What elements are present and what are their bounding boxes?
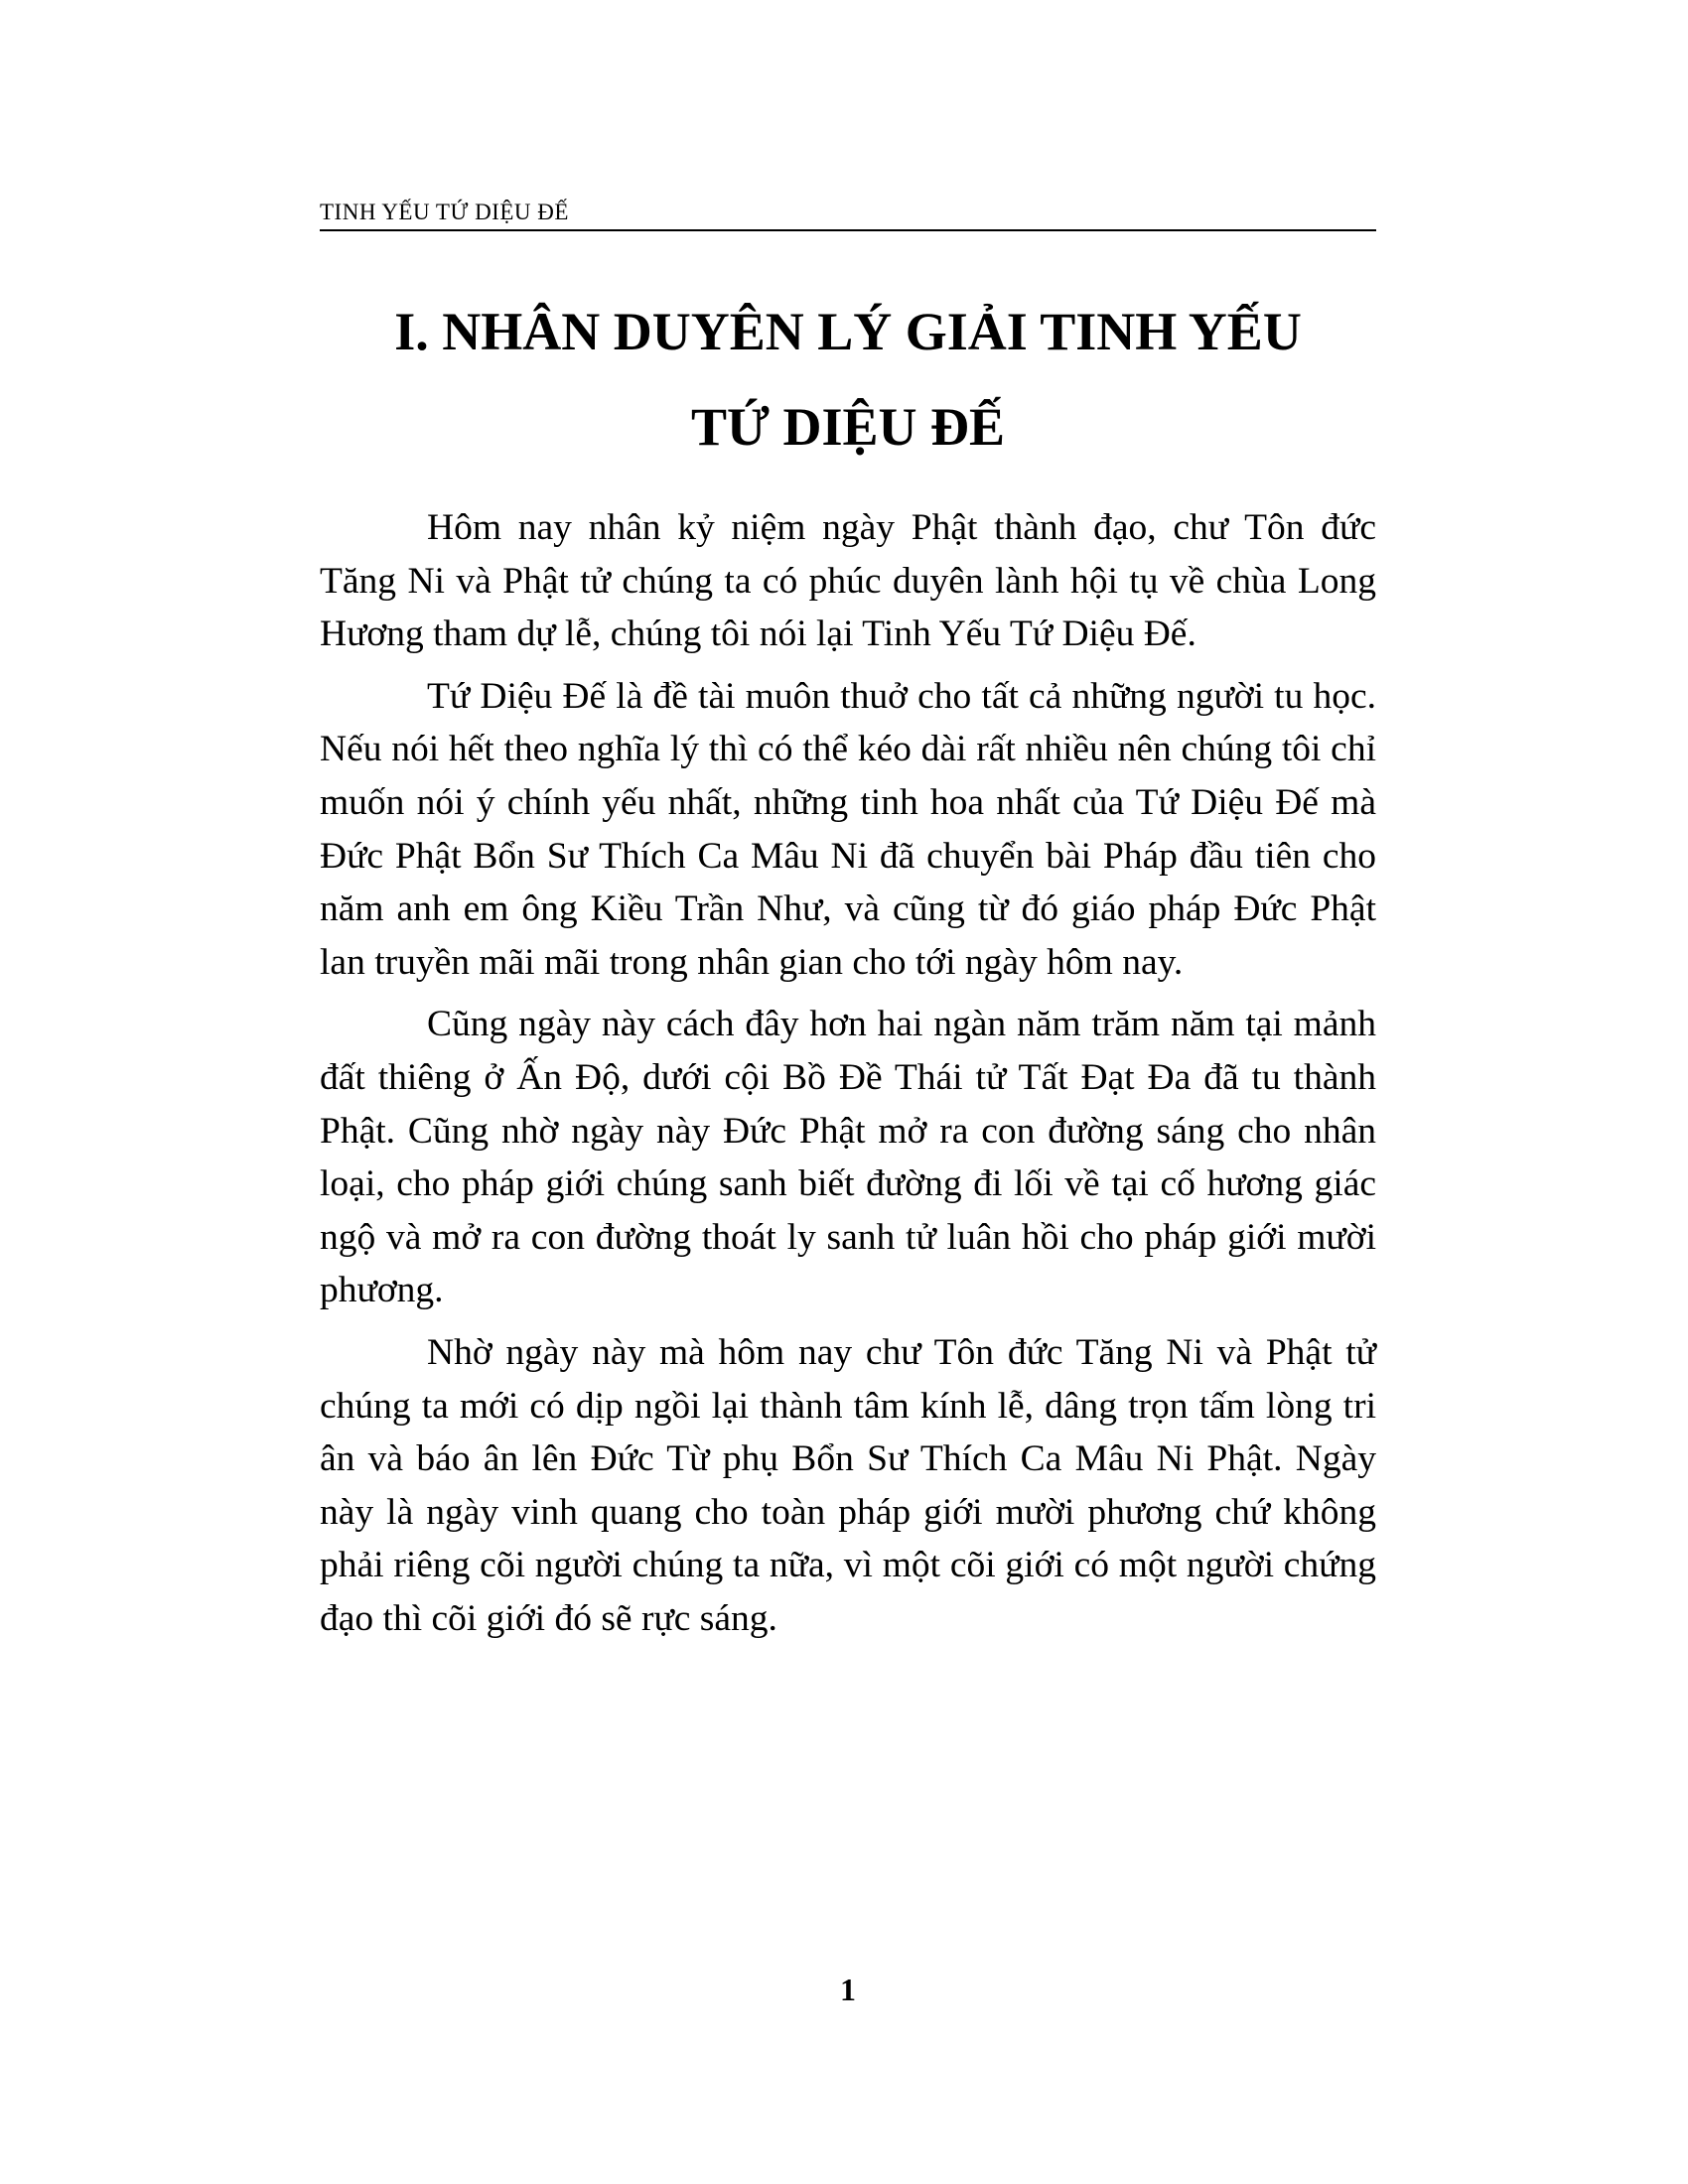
chapter-title-line-1: I. NHÂN DUYÊN LÝ GIẢI TINH YẾU [394, 302, 1302, 361]
chapter-title-line-2: TỨ DIỆU ĐẾ [690, 397, 1006, 457]
paragraph: Nhờ ngày này mà hôm nay chư Tôn đức Tăng Ni và Phật tử chúng ta mới có dịp ngồi lại thành tâm kính lễ, dâng trọn tấm lòng tri ân và báo ân lên Đức Từ phụ Bổn Sư Thích Ca Mâu Ni Phật. Ngày này là ngày vinh quang cho toàn pháp giới mười phương chứ không phải riêng cõi người chúng ta nữa, vì một cõi giới có một người chứng đạo thì cõi giới đó sẽ rực sáng. [320, 1331, 1376, 1639]
paragraph: Cũng ngày này cách đây hơn hai ngàn năm trăm năm tại mảnh đất thiêng ở Ấn Độ, dưới cội Bồ Đề Thái tử Tất Đạt Đa đã tu thành Phật. Cũng nhờ ngày này Đức Phật mở ra con đường sáng cho nhân loại, cho pháp giới chúng sanh biết đường đi lối về tại cố hương giác ngộ và mở ra con đường thoát ly sanh tử luân hồi cho pháp giới mười phương. [320, 1004, 1376, 1311]
paragraph: Tứ Diệu Đế là đề tài muôn thuở cho tất cả những người tu học. Nếu nói hết theo nghĩa lý thì có thể kéo dài rất nhiều nên chúng tôi chỉ muốn nói ý chính yếu nhất, những tinh hoa nhất của Tứ Diệu Đế mà Đức Phật Bổn Sư Thích Ca Mâu Ni đã chuyển bài Pháp đầu tiên cho năm anh em ông Kiều Trần Như, và cũng từ đó giáo pháp Đức Phật lan truyền mãi mãi trong nhân gian cho tới ngày hôm nay. [320, 675, 1376, 983]
paragraph: Hôm nay nhân kỷ niệm ngày Phật thành đạo, chư Tôn đức Tăng Ni và Phật tử chúng ta có phúc duyên lành hội tụ về chùa Long Hương tham dự lễ, chúng tôi nói lại Tinh Yếu Tứ Diệu Đế. [320, 507, 1376, 655]
running-header: TINH YẾU TỨ DIỆU ĐẾ [320, 200, 569, 224]
body-text [320, 501, 1376, 1654]
chapter-title [320, 284, 1376, 475]
page-number: 1 [840, 1972, 856, 2007]
header-rule [320, 229, 1376, 231]
